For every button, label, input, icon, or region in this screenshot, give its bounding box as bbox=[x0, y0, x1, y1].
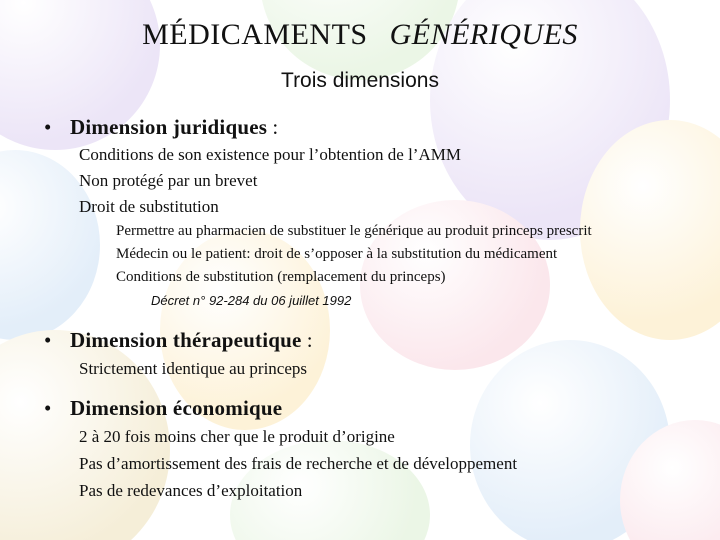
sub-list-item: Médecin ou le patient: droit de s’opposer à la substitution du médicament bbox=[116, 246, 558, 262]
legal-reference: Décret n° 92-284 du 06 juillet 1992 bbox=[151, 293, 352, 308]
list-item: Droit de substitution bbox=[79, 197, 219, 216]
section-name: Dimension juridiques bbox=[70, 115, 268, 139]
section-name: Dimension thérapeutique bbox=[70, 328, 302, 352]
bullet: • bbox=[44, 396, 52, 420]
section-heading-economique bbox=[44, 396, 282, 421]
sub-list-item: Conditions de substitution (remplacement du princeps) bbox=[116, 269, 446, 285]
bullet: • bbox=[44, 115, 52, 139]
list-item: Conditions de son existence pour l’obtention de l’AMM bbox=[79, 145, 461, 164]
bullet: • bbox=[44, 328, 52, 352]
title-part-1: MÉDICAMENTS bbox=[142, 18, 368, 51]
list-item: Pas d’amortissement des frais de recherche et de développement bbox=[79, 454, 518, 473]
list-item: Pas de redevances d’exploitation bbox=[79, 481, 303, 500]
section-heading-therapeutique bbox=[44, 328, 313, 353]
list-item: 2 à 20 fois moins cher que le produit d’origine bbox=[79, 427, 395, 446]
slide-subtitle: Trois dimensions bbox=[281, 69, 439, 92]
title-part-2: GÉNÉRIQUES bbox=[389, 18, 578, 51]
section-suffix: : bbox=[301, 328, 313, 352]
section-name: Dimension économique bbox=[70, 396, 283, 420]
list-item: Strictement identique au princeps bbox=[79, 359, 308, 378]
list-item: Non protégé par un brevet bbox=[79, 171, 258, 190]
slide-title bbox=[0, 18, 720, 52]
sub-list-item: Permettre au pharmacien de substituer le générique au produit princeps prescrit bbox=[116, 223, 592, 239]
section-suffix: : bbox=[267, 115, 279, 139]
section-heading-juridique bbox=[44, 115, 278, 140]
